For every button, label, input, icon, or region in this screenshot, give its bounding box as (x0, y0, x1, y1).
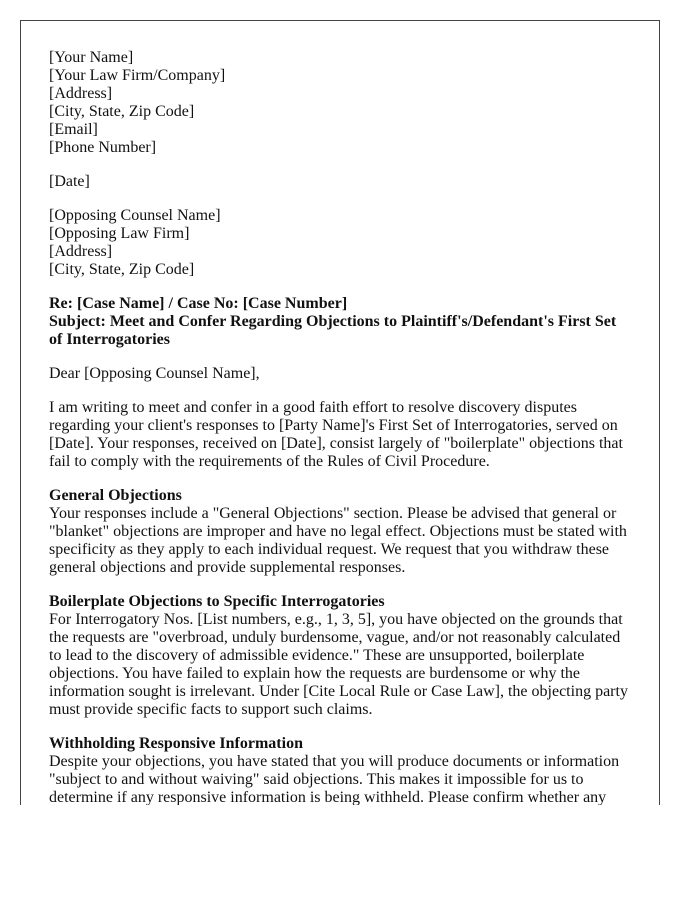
text-line: information sought is irrelevant. Under [Cite Local Rule or Case Law], the objecting party (49, 683, 628, 700)
text-line: Despite your objections, you have stated that you will produce documents or information (49, 753, 620, 770)
recipient-block (49, 207, 649, 279)
text-line: Your responses include a "General Objections" section. Please be advised that general or (49, 505, 617, 522)
text-line: to lead to the discovery of admissible evidence." These are unsupported, boilerplate (49, 647, 585, 664)
text-line: objections. You have failed to explain how the requests are burdensome or why the (49, 665, 580, 682)
sender-block (49, 49, 649, 157)
text-line: [Date] (49, 173, 90, 190)
subject-block (49, 295, 649, 349)
section-boilerplate-objections (49, 593, 649, 719)
section-heading: General Objections (49, 487, 182, 504)
text-line: of Interrogatories (49, 331, 170, 348)
text-line: determine if any responsive information is being withheld. Please confirm whether any (49, 789, 607, 805)
text-line: "blanket" objections are improper and have no legal effect. Objections must be stated with (49, 523, 627, 540)
section-body (49, 505, 649, 577)
letter-content (49, 49, 649, 805)
text-line: [Date]. Your responses, received on [Date], consist largely of "boilerplate" objections that (49, 435, 623, 452)
section-withholding-information (49, 735, 649, 805)
intro-paragraph (49, 399, 649, 471)
letter-page (20, 20, 660, 805)
text-line: the requests are "overbroad, unduly burdensome, vague, and/or not reasonably calculated (49, 629, 621, 646)
text-line: [Your Law Firm/Company] (49, 67, 226, 84)
text-line: [Your Name] (49, 49, 134, 66)
text-line: [Opposing Counsel Name] (49, 207, 221, 224)
text-line: regarding your client's responses to [Party Name]'s First Set of Interrogatories, served on (49, 417, 618, 434)
text-line: "subject to and without waiving" said objections. This makes it impossible for us to (49, 771, 584, 788)
section-heading: Withholding Responsive Information (49, 735, 303, 752)
section-heading: Boilerplate Objections to Specific Interrogatories (49, 593, 385, 610)
section-body (49, 611, 649, 719)
text-line: Subject: Meet and Confer Regarding Objections to Plaintiff's/Defendant's First Set (49, 313, 617, 330)
date-block (49, 173, 649, 191)
text-line: [Address] (49, 85, 113, 102)
text-line: general objections and provide supplemental responses. (49, 559, 406, 576)
text-line: fail to comply with the requirements of the Rules of Civil Procedure. (49, 453, 490, 470)
text-line: [Email] (49, 121, 98, 138)
text-line: must provide specific facts to support such claims. (49, 701, 373, 718)
salutation (49, 365, 649, 383)
text-line: [City, State, Zip Code] (49, 103, 195, 120)
text-line: Dear [Opposing Counsel Name], (49, 365, 260, 382)
text-line: For Interrogatory Nos. [List numbers, e.g., 1, 3, 5], you have objected on the grounds that (49, 611, 623, 628)
section-body (49, 753, 649, 805)
section-general-objections (49, 487, 649, 577)
text-line: [Opposing Law Firm] (49, 225, 190, 242)
text-line: I am writing to meet and confer in a good faith effort to resolve discovery disputes (49, 399, 577, 416)
text-line: Re: [Case Name] / Case No: [Case Number] (49, 295, 348, 312)
text-line: [Phone Number] (49, 139, 157, 156)
text-line: specificity as they apply to each individual request. We request that you withdraw these (49, 541, 610, 558)
text-line: [City, State, Zip Code] (49, 261, 195, 278)
text-line: [Address] (49, 243, 113, 260)
